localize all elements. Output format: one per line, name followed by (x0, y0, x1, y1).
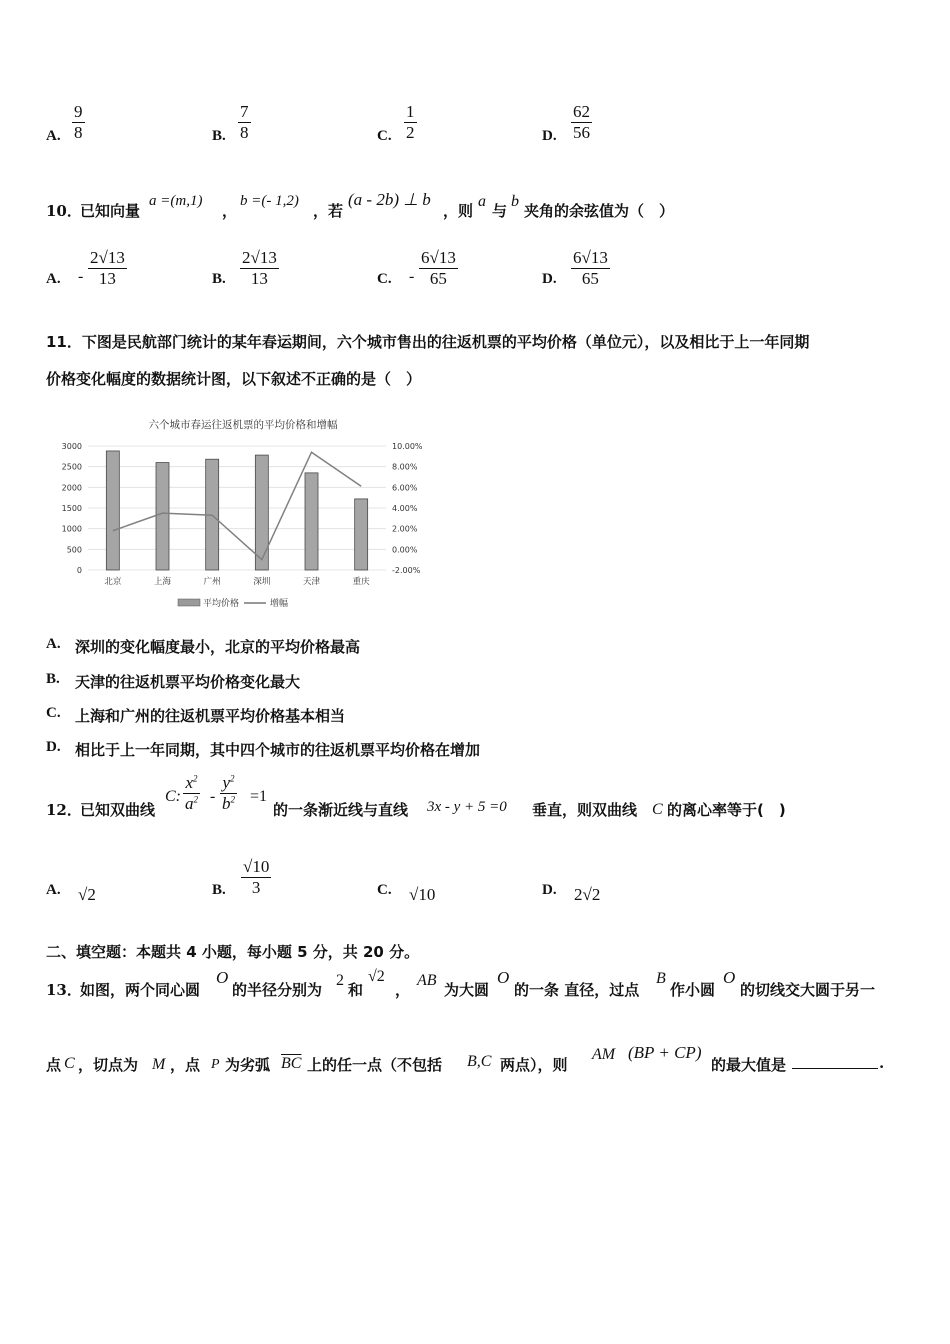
q13-text-6: 的一条 直径，过点 (514, 981, 640, 999)
q11-line-1: 11．下图是民航部门统计的某年春运期间，六个城市售出的往返机票的平均价格（单位元），以及相比于上一年同期 (46, 333, 810, 351)
chart-right-tick-label: 2.00% (392, 524, 418, 534)
q9-option-d-fraction: $\frac{62}{56}$ (573, 102, 590, 142)
q13-r2: √2 (368, 968, 385, 985)
q13-text-12: 为劣弧 (225, 1056, 271, 1074)
q11-line-2: 价格变化幅度的数据统计图，以下叙述不正确的是（ ） (46, 370, 422, 388)
q9-option-d-letter: D. (542, 128, 557, 144)
q13-text-9: 点 (46, 1056, 62, 1074)
chart-left-tick-label: 500 (66, 545, 82, 555)
chart-bar (255, 455, 268, 570)
q12-equals-one: =1 (250, 788, 268, 805)
q13-o3: O (723, 968, 736, 987)
q13-period: . (879, 1054, 885, 1072)
chart-bar (106, 451, 119, 570)
q12-text-4: 的离心率等于( ) (667, 801, 786, 819)
q13-text-2: 的半径分别为 (232, 981, 323, 999)
q13-r1: 2 (336, 972, 344, 989)
q12-fraction-y: $\frac{y^2}{b^2}$ (222, 773, 235, 813)
legend-bar-label: 平均价格 (203, 599, 240, 609)
q13-text-10: ，切点为 (78, 1056, 139, 1074)
q10-option-a-letter: A. (46, 271, 61, 287)
q13-o1: O (216, 968, 229, 987)
q12-option-c-value: √10 (409, 885, 436, 904)
chart-title: 六个城市春运往返机票的平均价格和增幅 (148, 419, 338, 431)
q9-option-b-fraction: $\frac{7}{8}$ (240, 102, 249, 142)
q13-o2: O (497, 968, 510, 987)
q11-option-a-text: 深圳的变化幅度最小，北京的平均价格最高 (75, 638, 361, 656)
q11-option-b-letter: B. (46, 671, 60, 687)
chart-x-tick-label: 天津 (302, 577, 321, 587)
q13-text-8: 的切线交大圆于另一 (740, 981, 876, 999)
legend-bar-swatch (178, 599, 200, 606)
chart-right-tick-label: -2.00% (392, 566, 421, 575)
q10-condition: (a - 2b) ⊥ b (348, 190, 431, 209)
q10-text-1: 已知向量 (80, 202, 141, 220)
q9-option-b-letter: B. (212, 128, 226, 144)
q13-bc: B,C (467, 1053, 492, 1070)
q13-text-7: 作小圆 (670, 981, 716, 999)
q13-text-5: 为大圆 (444, 981, 490, 999)
q13-expr-am: AM (592, 1046, 616, 1063)
q10-comma: ， (222, 202, 238, 220)
chart-left-tick-label: 1500 (61, 504, 82, 513)
chart-left-tick-label: 2000 (61, 483, 82, 493)
q11-option-c-letter: C. (46, 705, 61, 721)
q13-expr-sum: (BP + CP) (628, 1043, 702, 1062)
q9-option-a-fraction: $\frac{9}{8}$ (74, 102, 83, 142)
q13-text-15: 的最大值是 (711, 1056, 787, 1074)
q12-option-b-fraction: $\frac{√10}{3}$ (243, 857, 270, 897)
q10-text-2: ，若 (313, 202, 344, 220)
q11-option-b-text: 天津的往返机票平均价格变化最大 (75, 673, 301, 691)
q12-option-a-value: √2 (78, 885, 96, 904)
q13-b: B (656, 970, 666, 987)
q10-number: 10． (46, 202, 82, 220)
chart-left-tick-label: 1000 (61, 524, 82, 534)
q12-number: 12． (46, 801, 82, 819)
q10-text-3: ，则 (443, 202, 474, 220)
section-2-heading: 二、填空题：本题共 4 小题，每小题 5 分，共 20 分。 (46, 943, 420, 961)
q10-text-5: 夹角的余弦值为（ ） (524, 202, 675, 220)
chart-bar (355, 499, 368, 570)
chart-x-tick-label: 北京 (104, 577, 122, 587)
chart-right-tick-label: 6.00% (392, 483, 418, 493)
q12-minus: - (210, 788, 216, 805)
chart-right-tick-label: 4.00% (392, 504, 418, 513)
q12-option-a-letter: A. (46, 882, 61, 898)
q9-option-c-fraction: $\frac{1}{2}$ (406, 102, 415, 142)
q10-option-c-fraction: $\frac{6√13}{65}$ (421, 248, 456, 288)
q10-option-d-letter: D. (542, 271, 557, 287)
q9-option-c-letter: C. (377, 128, 392, 144)
q13-text-1: 如图，两个同心圆 (80, 981, 201, 999)
q11-option-d-letter: D. (46, 739, 61, 755)
q12-line-equation: 3x - y + 5 =0 (427, 799, 507, 815)
q13-c: C (64, 1055, 75, 1072)
q10-option-b-fraction: $\frac{2√13}{13}$ (242, 248, 277, 288)
q12-option-c-letter: C. (377, 882, 392, 898)
chart-bar (305, 473, 318, 570)
chart-left-tick-label: 0 (76, 566, 82, 575)
q10-option-a-sign: - (78, 268, 84, 285)
q12-text-2: 的一条渐近线与直线 (273, 801, 409, 819)
q13-text-13: 上的任一点（不包括 (307, 1056, 443, 1074)
q9-option-a-letter: A. (46, 128, 61, 144)
q11-option-d-text: 相比于上一年同期，其中四个城市的往返机票平均价格在增加 (75, 741, 481, 759)
q13-text-3: 和 (348, 981, 364, 999)
chart-x-tick-label: 广州 (203, 577, 221, 587)
q13-ab: AB (417, 972, 437, 989)
q13-p: P (211, 1057, 220, 1072)
q11-chart (48, 412, 438, 614)
chart-bar (156, 463, 169, 570)
chart-left-tick-label: 2500 (61, 462, 82, 472)
chart-left-tick-label: 3000 (61, 442, 82, 451)
q13-number: 13． (46, 981, 82, 999)
q10-text-4: 与 (492, 202, 508, 220)
q13-answer-blank[interactable] (792, 1054, 878, 1073)
chart-right-tick-label: 8.00% (392, 462, 418, 472)
q13-arc-bc: $\overline{BC}$ (281, 1055, 302, 1072)
chart-right-tick-label: 0.00% (392, 545, 418, 555)
chart-x-tick-label: 深圳 (253, 577, 271, 587)
q13-text-11: ，点 (170, 1056, 201, 1074)
q12-option-d-value: 2√2 (574, 885, 601, 904)
q12-option-d-letter: D. (542, 882, 557, 898)
q12-fraction-x: $\frac{x^2}{a^2}$ (185, 773, 198, 813)
q10-option-b-letter: B. (212, 271, 226, 287)
q10-vector-a-def: a =(m,1) (149, 193, 203, 209)
q13-text-4: ， (395, 981, 411, 999)
q10-option-d-fraction: $\frac{6√13}{65}$ (573, 248, 608, 288)
q13-text-14: 两点），则 (500, 1056, 568, 1074)
q10-b: b (511, 193, 519, 210)
chart-right-tick-label: 10.00% (392, 442, 423, 451)
q11-option-c-text: 上海和广州的往返机票平均价格基本相当 (75, 707, 346, 725)
q10-option-a-fraction: $\frac{2√13}{13}$ (90, 248, 125, 288)
q12-option-b-letter: B. (212, 882, 226, 898)
legend-line-label: 增幅 (270, 599, 289, 609)
q12-text-1: 已知双曲线 (80, 801, 156, 819)
q13-m: M (152, 1056, 166, 1073)
chart-x-tick-label: 上海 (153, 577, 172, 587)
q10-option-c-letter: C. (377, 271, 392, 287)
chart-x-tick-label: 重庆 (352, 577, 370, 587)
q12-curve-label: C: (165, 788, 181, 805)
q12-c: C (652, 801, 663, 818)
q10-vector-b-def: b =(- 1,2) (240, 193, 299, 209)
q10-option-c-sign: - (409, 268, 415, 285)
q11-option-a-letter: A. (46, 636, 61, 652)
q12-text-3: 垂直，则双曲线 (532, 801, 638, 819)
q10-a: a (478, 193, 486, 210)
